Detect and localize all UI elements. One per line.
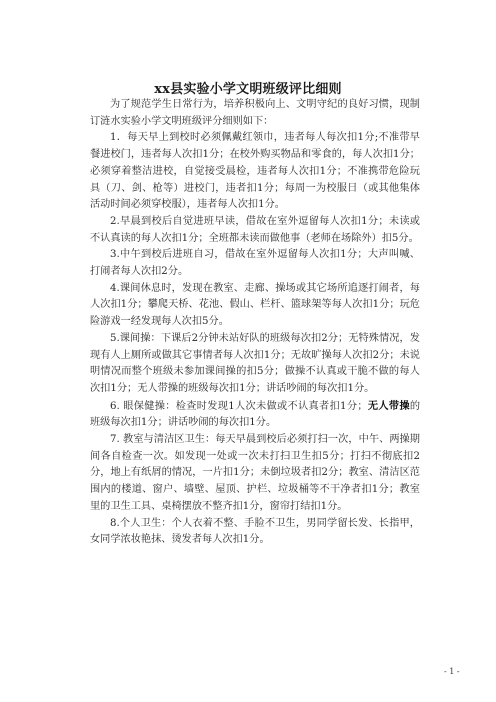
page-number: - 1 - (444, 667, 460, 676)
rule-2-paragraph: 2.早晨到校后自觉进班早读，借故在室外逗留每人次扣1分；未读或不认真读的每人次扣1分；全班都未读而做他事（老师在场除外）扣5分。 (90, 215, 420, 244)
rule-6-text-start: 6. 眼保健操：检查时发现1人次未做或不认真者扣1分； (110, 400, 368, 412)
rule-8-paragraph: 8.个人卫生：个人衣着不整、手脸不卫生，男同学留长发、长指甲，女同学浓妆艳抹、烫发者每人次扣1分。 (90, 517, 420, 546)
rule-5-paragraph: 5.课间操：下课后2分钟未站好队的班级每次扣2分；无特殊情况，发现有人上厕所或做其它事情者每人次扣1分；无故旷操每人次扣2分；未说明情况而整个班级未参加课间操的扣5分；做操不认真或干脆不做的每人次扣1分；无人带操的班级每次扣1分；讲话吵闹的每次扣1分。 (90, 332, 420, 394)
intro-paragraph: 为了规范学生日常行为，培养积极向上、文明守纪的良好习惯，现制订涟水实验小学文明班级评分细则如下： (90, 99, 420, 127)
document-title: xx县实验小学文明班级评比细则 (154, 82, 342, 97)
rule-3-paragraph: 3.中午到校后进班自习，借故在室外逗留每人次扣1分；大声叫喊、打闹者每人次扣2分。 (90, 249, 420, 278)
rule-6-paragraph (90, 398, 420, 432)
rule-6-bold-text: 无人带操 (367, 399, 410, 412)
rule-4-paragraph: 4.课间休息时，发现在教室、走廊、操场或其它场所追逐打闹者，每人次扣1分；攀爬天桥、花池、假山、栏杆、篮球架等每人次扣1分；玩危险游戏一经发现每人次扣5分。 (90, 282, 420, 328)
rule-7-paragraph: 7. 教室与清洁区卫生：每天早晨到校后必须打扫一次，中午、两操期间各自检查一次。如发现一处或一次未打扫卫生扣5分；打扫不彻底扣2分，地上有纸屑的情况，一片扣1分；未倒垃圾者扣2分；教室、清洁区范围内的楼道、窗户、墙壁、屋顶、护栏、垃圾桶等不干净者扣1分；教室里的卫生工具、桌椅摆放不整齐扣1分，窗帘打结扣1分。 (90, 434, 420, 512)
rule-6-text-end: 的班级每次扣1分；讲话吵闹的每次扣1分。 (90, 400, 421, 429)
document-body (90, 97, 420, 549)
rule-1-paragraph: 1．每天早上到校时必须佩戴红领巾，违者每人每次扣1分;不准带早餐进校门，违者每人次扣1分；在校外购买物品和零食的，每人次扣1分；必须穿着整洁进校，自觉接受晨检，违者每人次扣1分；不准携带危险玩具（刀、剑、枪等）进校门，违者扣1分；每周一为校服日（或其他集体活动时间必须穿校服），违者每人次扣1分。 (90, 132, 420, 211)
